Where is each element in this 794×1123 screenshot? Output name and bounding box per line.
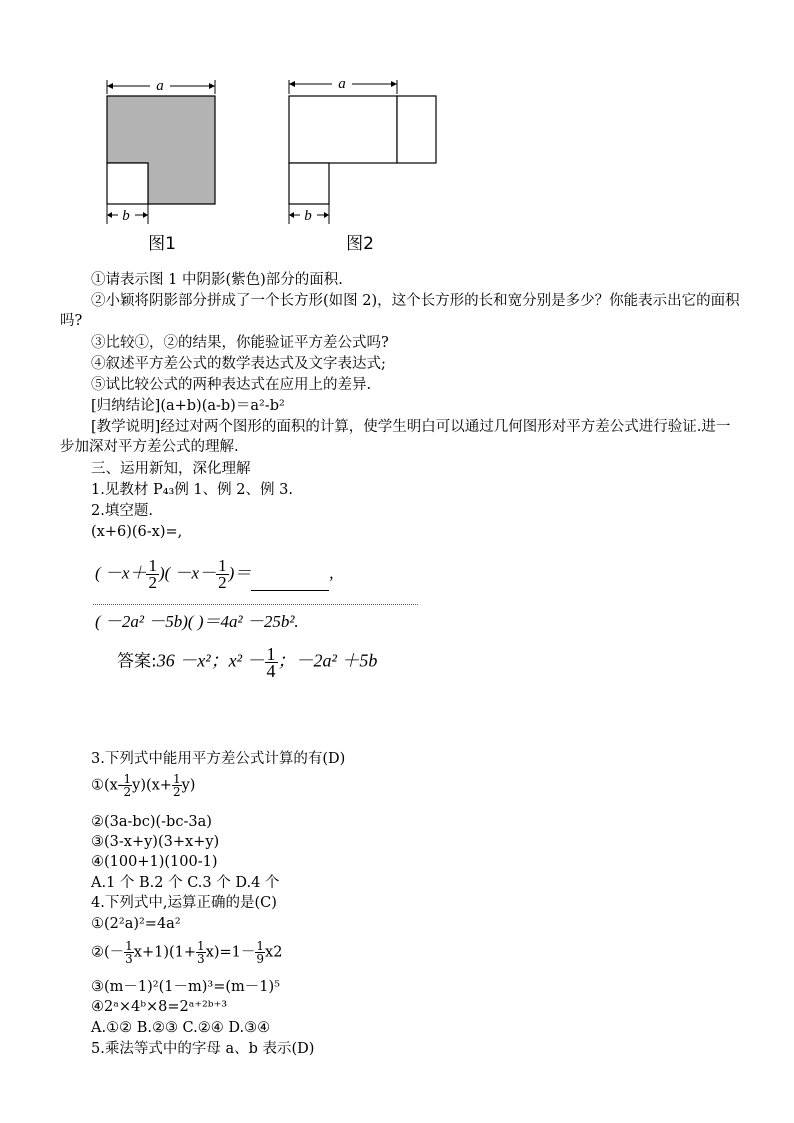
q3-title: 3.下列式中能用平方差公式计算的有(D): [91, 751, 346, 767]
q4-option-2: ②(－ $\frac{1}{3}$ x+1)(1+ $\frac{1}{3}$ x)=1－ $\frac{1}{9}$ x2: [91, 939, 283, 966]
answer-blank: [251, 572, 329, 591]
moved-rectangle: [397, 96, 436, 163]
small-square: [107, 163, 148, 204]
fig2-caption: 图2: [346, 234, 374, 254]
fig1-caption: 图1: [148, 234, 176, 254]
q3-option-3: ③(3-x+y)(3+x+y): [91, 834, 220, 850]
teaching-note: [教学说明]经过对两个图形的面积的计算，使学生明白可以通过几何图形对平方差公式进行验证.进一步加深对平方差公式的理解.: [60, 419, 731, 455]
dotted-divider: [93, 604, 418, 605]
q4-option-1: ①(2²a)²=4a²: [91, 916, 181, 932]
q3-option-2: ②(3a-bc)(-bc-3a): [91, 814, 212, 830]
figure-2: [282, 72, 442, 257]
q4-option-3: ③(m－1)²(1－m)³=(m－1)⁵: [91, 979, 280, 995]
q3-option-1: ①(x- $\frac{1}{2}$ y)(x+ $\frac{1}{2}$ y): [91, 772, 196, 799]
fig2-label-a: a: [338, 76, 346, 92]
fill-line-2: ( －x＋ $\frac{1}{2}$ )( －x－ $\frac{1}{2}$ )＝ ,: [95, 556, 334, 592]
fig2-label-b: b: [304, 208, 312, 224]
fraction-quarter: $\frac{1}{4}$: [266, 644, 276, 681]
long-rectangle: [289, 96, 397, 163]
q3-option-4: ④(100+1)(100-1): [91, 854, 218, 870]
fill-line-3: ( －2a² －5b)( )＝4a² －25b².: [95, 612, 299, 631]
fraction-half: $\frac{1}{2}$: [148, 556, 157, 592]
section-3-item-1: 1.见教材 P₄₃例 1、例 2、例 3.: [91, 482, 293, 498]
question-5: ⑤试比较公式的两种表达式在应用上的差异.: [91, 377, 372, 393]
conclusion: [归纳结论](a+b)(a-b)＝a²-b²: [91, 398, 285, 414]
q4-option-4: ④2ᵃ×4ᵇ×8=2ᵃ⁺²ᵇ⁺³: [91, 999, 228, 1015]
question-1: ①请表示图 1 中阴影(紫色)部分的面积.: [91, 272, 343, 288]
q5-title: 5.乘法等式中的字母 a、b 表示(D): [91, 1041, 315, 1057]
q4-choices: A.①② B.②③ C.②④ D.③④: [91, 1020, 271, 1036]
fig1-label-a: a: [156, 78, 164, 94]
fig1-label-b: b: [122, 208, 130, 224]
section-3-title: 三、运用新知，深化理解: [91, 461, 251, 477]
answer-line: 答案:36 －x²；x² － $\frac{1}{4}$ ；－2a² ＋5b: [117, 644, 378, 681]
question-2: ②小颖将阴影部分拼成了一个长方形(如图 2)，这个长方形的长和宽分别是多少？你能表示出它的面积吗?: [60, 293, 740, 329]
figure-1: [100, 72, 225, 257]
fraction-half: $\frac{1}{2}$: [218, 556, 227, 592]
fill-line-1: (x+6)(6-x)=,: [91, 524, 183, 540]
question-3: ③比较①，②的结果，你能验证平方差公式吗?: [91, 335, 389, 351]
section-3-item-2: 2.填空题.: [91, 503, 153, 519]
question-4: ④叙述平方差公式的数学表达式及文字表达式;: [91, 356, 386, 372]
q4-title: 4.下列式中,运算正确的是(C): [91, 895, 277, 911]
small-square: [289, 163, 329, 204]
q3-choices: A.1 个 B.2 个 C.3 个 D.4 个: [91, 875, 280, 891]
